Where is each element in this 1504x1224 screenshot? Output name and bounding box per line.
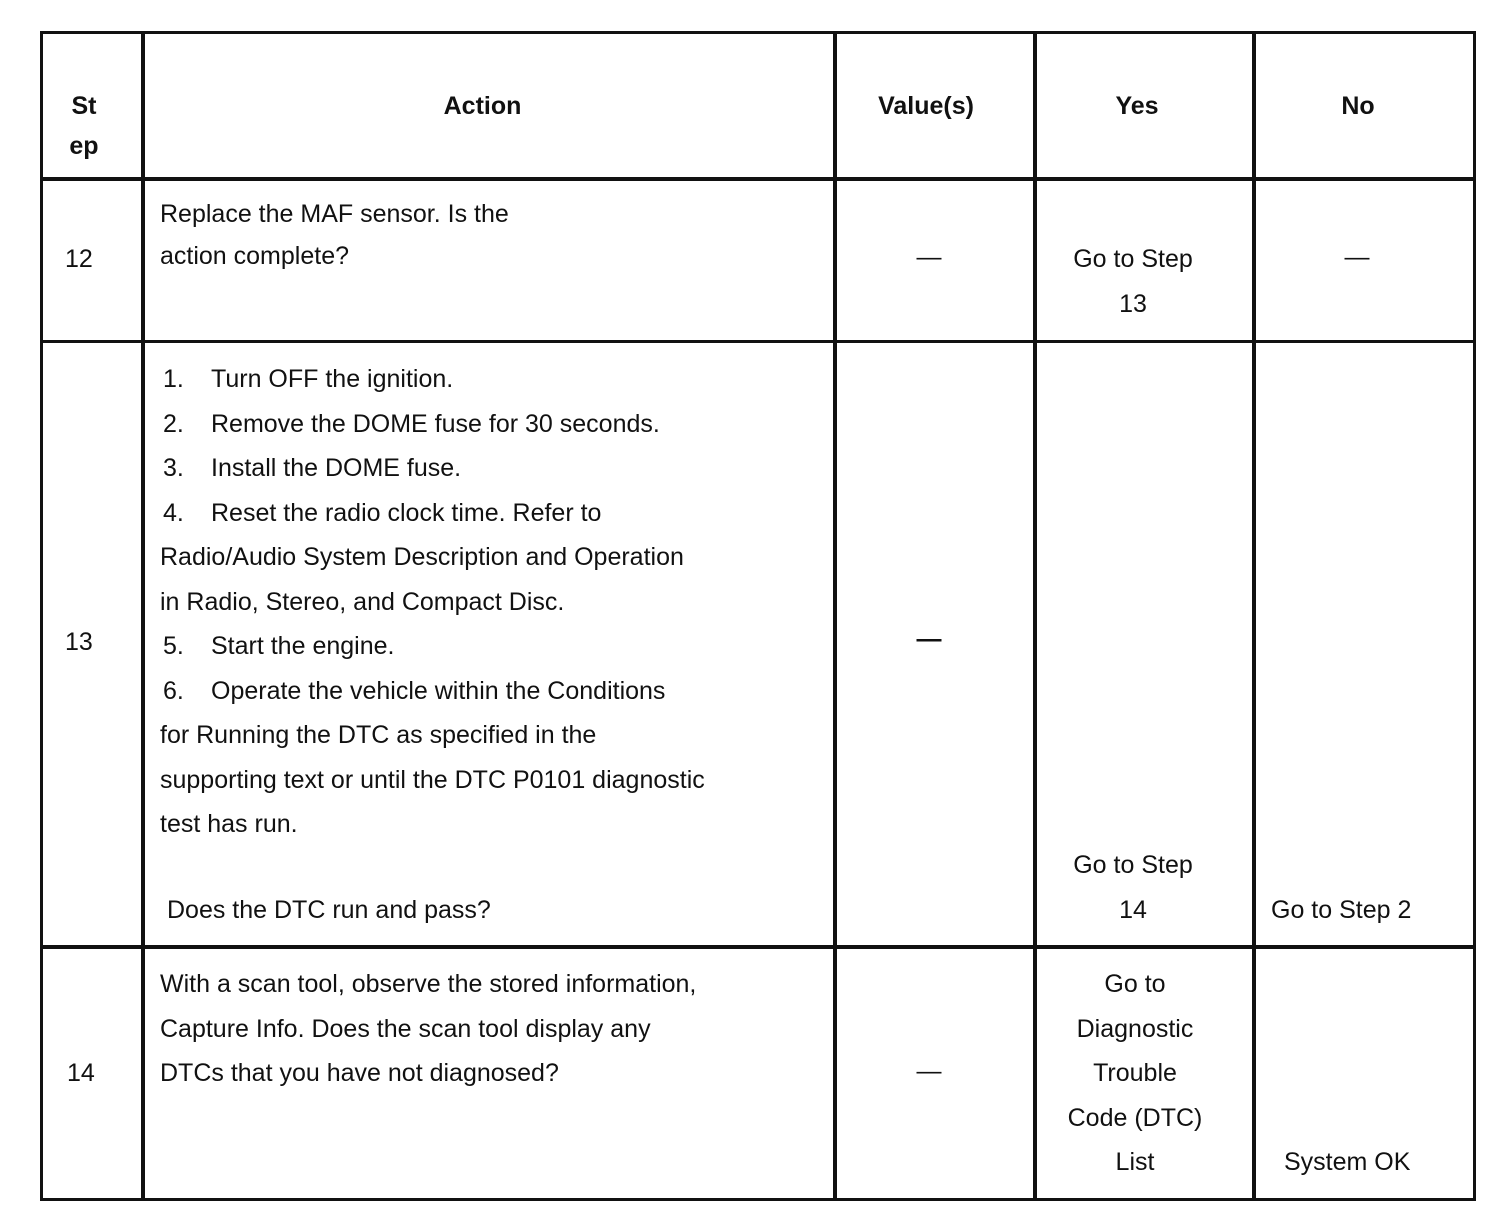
list-item xyxy=(160,446,705,491)
list-text: Reset the radio clock time. Refer to xyxy=(211,498,602,527)
no-cell: — xyxy=(1344,243,1370,271)
table-border-left xyxy=(40,31,43,1201)
list-continuation: Radio/Audio System Description and Operation xyxy=(160,543,684,571)
step-number: 12 xyxy=(65,245,93,273)
list-text: Remove the DOME fuse for 30 seconds. xyxy=(211,409,660,438)
row-divider xyxy=(40,340,1476,343)
column-divider xyxy=(833,31,837,1201)
action-line: action complete? xyxy=(160,242,350,270)
no-cell: Go to Step 2 xyxy=(1271,896,1412,924)
list-number: 2. xyxy=(163,409,184,438)
column-divider xyxy=(1252,31,1256,1201)
yes-line: Go to xyxy=(1104,970,1166,998)
header-values: Value(s) xyxy=(878,92,974,120)
list-continuation: supporting text or until the DTC P0101 diagnostic xyxy=(160,765,705,794)
list-number: 3. xyxy=(163,454,184,482)
list-item xyxy=(160,624,705,669)
step-number: 13 xyxy=(65,628,93,656)
header-no: No xyxy=(1341,92,1375,120)
list-text: Start the engine. xyxy=(211,632,395,660)
list-item xyxy=(160,491,705,536)
action-text xyxy=(160,962,696,1096)
header-yes: Yes xyxy=(1115,92,1159,120)
list-number: 1. xyxy=(163,365,184,393)
list-text: Install the DOME fuse. xyxy=(211,454,462,482)
column-divider xyxy=(141,31,145,1201)
header-divider xyxy=(40,177,1476,181)
header-step-line1: St xyxy=(71,92,97,120)
value-cell: — xyxy=(916,243,942,271)
action-text xyxy=(160,193,509,277)
header-step-line2: ep xyxy=(69,132,99,160)
list-text: Turn OFF the ignition. xyxy=(211,365,454,393)
step-number: 14 xyxy=(67,1059,95,1087)
action-line: With a scan tool, observe the stored information, xyxy=(160,970,697,998)
yes-cell xyxy=(1038,843,1228,932)
table-border-bottom xyxy=(40,1198,1476,1201)
value-cell: — xyxy=(916,1057,942,1085)
yes-line: Trouble xyxy=(1093,1059,1177,1087)
list-number: 5. xyxy=(163,632,184,660)
table-border-top xyxy=(40,31,1476,34)
action-steps xyxy=(160,357,705,847)
list-item xyxy=(160,402,705,447)
row-divider xyxy=(40,945,1476,949)
list-item xyxy=(160,669,705,714)
action-line: Replace the MAF sensor. Is the xyxy=(160,200,509,228)
yes-line: Go to Step xyxy=(1073,245,1193,273)
column-divider xyxy=(1033,31,1037,1201)
header-action: Action xyxy=(443,92,522,120)
list-number: 4. xyxy=(163,498,184,527)
value-cell: — xyxy=(916,625,942,653)
action-line: Capture Info. Does the scan tool display any xyxy=(160,1014,651,1043)
action-question: Does the DTC run and pass? xyxy=(167,896,491,924)
yes-line: Go to Step xyxy=(1073,851,1193,879)
list-continuation: test has run. xyxy=(160,810,298,838)
no-cell: System OK xyxy=(1284,1148,1411,1176)
table-border-right xyxy=(1473,31,1476,1201)
header-step xyxy=(44,86,124,166)
yes-cell xyxy=(1038,962,1232,1185)
yes-line: List xyxy=(1115,1148,1155,1176)
list-continuation: for Running the DTC as specified in the xyxy=(160,721,597,749)
yes-line: Diagnostic xyxy=(1076,1014,1194,1043)
list-item xyxy=(160,357,705,402)
action-line: DTCs that you have not diagnosed? xyxy=(160,1059,559,1087)
list-text: Operate the vehicle within the Conditions xyxy=(211,676,666,705)
list-continuation: in Radio, Stereo, and Compact Disc. xyxy=(160,587,565,616)
yes-line: 14 xyxy=(1119,895,1147,924)
yes-line: 13 xyxy=(1119,289,1147,318)
yes-line: Code (DTC) xyxy=(1067,1103,1203,1132)
yes-cell xyxy=(1038,237,1228,326)
list-number: 6. xyxy=(163,676,184,705)
